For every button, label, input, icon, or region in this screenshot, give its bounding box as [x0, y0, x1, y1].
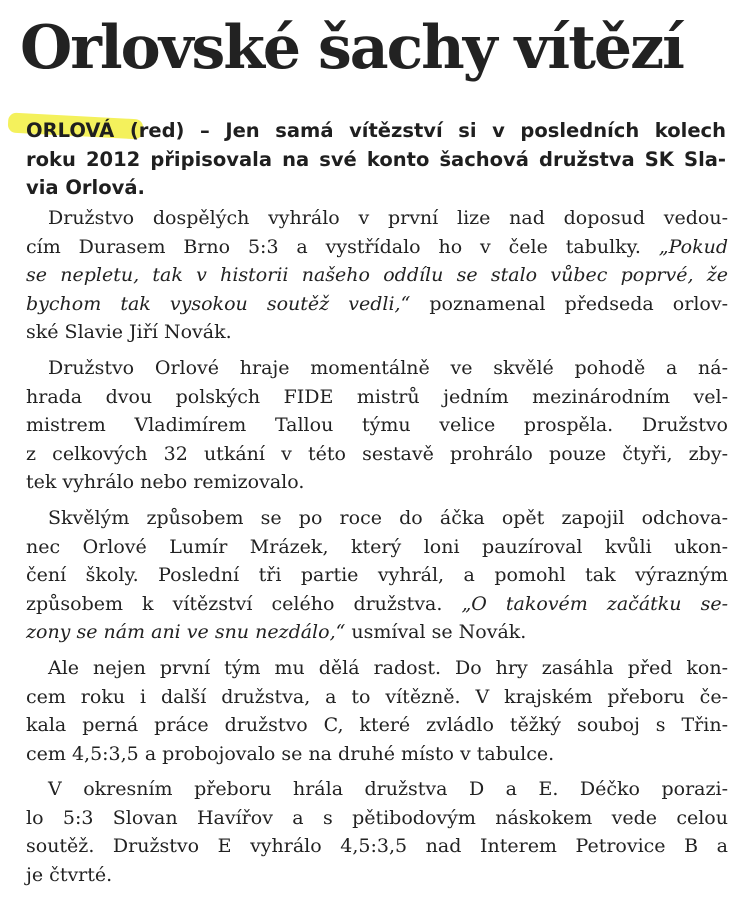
- text-line: V okresním přeboru hrála družstva D a E. Déčko porazi-: [48, 778, 728, 801]
- paragraph-1: [26, 204, 728, 347]
- text-line: způsobem k vítězství celého družstva. „O takovém začátku se-: [26, 592, 728, 615]
- quote-text: „Pokud: [658, 235, 728, 258]
- text-line: soutěž. Družstvo E vyhrálo 4,5:3,5 nad Interem Petrovice B a: [26, 835, 728, 858]
- lead-line: via Orlová.: [26, 176, 145, 199]
- text-line: Družstvo Orlové hraje momentálně ve skvělé pohodě a ná-: [48, 356, 728, 379]
- text-line: čení školy. Poslední tři partie vyhrál, a pomohl tak výrazným: [26, 564, 728, 587]
- paragraph-5: [26, 775, 728, 889]
- text-line: Skvělým způsobem se po roce do áčka opět zapojil odchova-: [48, 506, 728, 529]
- quote-text: bychom tak vysokou soutěž vedli,“: [26, 292, 411, 315]
- text-line: ské Slavie Jiří Novák.: [26, 321, 232, 344]
- headline: Orlovské šachy vítězí: [20, 13, 683, 83]
- quote-text: zony se nám ani ve snu nezdálo,“: [26, 621, 346, 644]
- text-line: je čtvrté.: [26, 864, 113, 887]
- lead-line: roku 2012 připisovala na své konto šachová družstva SK Sla-: [26, 147, 726, 171]
- text-line: lo 5:3 Slovan Havířov a s pětibodovým náskokem vede celou: [26, 806, 728, 829]
- text-line: kala perná práce družstvo C, které zvládlo těžký souboj s Třin-: [26, 714, 728, 737]
- paragraph-4: [26, 654, 728, 768]
- text-line: mistrem Vladimírem Tallou týmu velice prospěla. Družstvo: [26, 414, 728, 437]
- lead-line: ORLOVÁ (red) – Jen samá vítězství si v posledních kolech: [26, 119, 726, 142]
- text-line: zony se nám ani ve snu nezdálo,“ usmíval se Novák.: [26, 621, 527, 644]
- lead-paragraph: [26, 117, 726, 203]
- paragraph-3: [26, 504, 728, 647]
- text-line: [26, 261, 728, 290]
- text-line: Družstvo dospělých vyhrálo v první lize nad doposud vedou-: [48, 207, 728, 229]
- text-line: tek vyhrálo nebo remizovalo.: [26, 471, 305, 494]
- text-line: bychom tak vysokou soutěž vedli,“ poznamenal předseda orlov-: [26, 292, 728, 315]
- quote-text: se nepletu, tak v historii našeho oddílu se stalo vůbec poprvé, že: [26, 264, 728, 287]
- text-line: nec Orlové Lumír Mrázek, který loni pauzíroval kvůli ukon-: [26, 535, 728, 558]
- text-line: cem 4,5:3,5 a probojovalo se na druhé místo v tabulce.: [26, 742, 555, 765]
- text-line: cím Durasem Brno 5:3 a vystřídalo ho v čele tabulky. „Pokud: [26, 235, 728, 258]
- quote-text: „O takovém začátku se-: [461, 592, 728, 615]
- text-line: z celkových 32 utkání v této sestavě prohrálo pouze čtyři, zby-: [26, 442, 728, 465]
- text-line: hrada dvou polských FIDE mistrů jedním mezinárodním vel-: [26, 385, 728, 408]
- paragraph-2: [26, 354, 728, 497]
- text-line: Ale nejen první tým mu dělá radost. Do hry zasáhla před kon-: [48, 656, 728, 679]
- lead-place: ORLOVÁ: [26, 119, 115, 142]
- article-body: [26, 204, 728, 897]
- text-line: cem roku i další družstva, a to vítězně. V krajském přeboru če-: [26, 685, 728, 708]
